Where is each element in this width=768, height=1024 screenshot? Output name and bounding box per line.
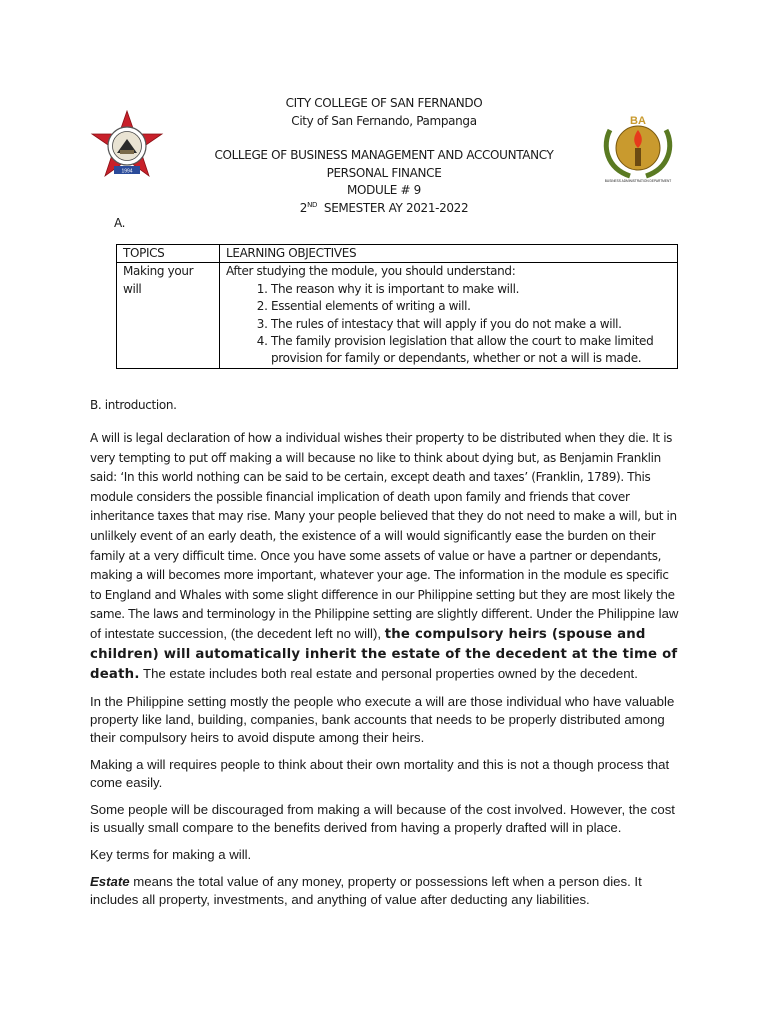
emblem-initials: BA: [630, 115, 646, 127]
semester-text: SEMESTER AY 2021-2022: [317, 200, 469, 215]
semester-ordinal: ND: [307, 200, 317, 209]
seal-base: [120, 150, 134, 154]
paragraph-cost: Some people will be discouraged from making a will because of the cost involved. However, the cost is usually small compare to the benefits derived from having a properly drafted will in place.: [90, 801, 675, 835]
paragraph-key-terms: Key terms for making a will.: [90, 846, 252, 862]
semester-number: 2: [299, 200, 308, 215]
list-item: 1. The reason why it is important to make will.: [271, 281, 671, 298]
document-body: [90, 396, 680, 909]
estate-definition: means the total value of any money, property or possessions left when a person dies. It includes all property, investments, and anything of value after deducting any liabilities.: [90, 873, 642, 907]
table-header-objectives: LEARNING OBJECTIVES: [220, 245, 678, 263]
paragraph-mortality: Making a will requires people to think about their own mortality and this is not a though process that come easily.: [90, 756, 670, 790]
list-item: 2. Essential elements of writing a will.: [271, 298, 671, 315]
intro-text-part2: Under the Philippine law of intestate succession, (the decedent left no will),: [90, 606, 679, 641]
estate-term: Estate: [90, 873, 130, 889]
topic-cell: Making your will: [117, 263, 220, 368]
emblem-caption: BUSINESS ADMINISTRATION DEPARTMENT: [604, 179, 672, 183]
table-row: [117, 263, 678, 368]
list-item: 4. The family provision legislation that allow the court to make limited provision for family or dependants, whether or not a will is made.: [271, 333, 671, 368]
paragraph-philippine-setting: In the Philippine setting mostly the people who execute a will are those individual who have valuable property like land, building, companies, bank accounts that needs to be properly distributed among their compulsory heirs to avoid dispute among their heirs.: [90, 693, 675, 745]
module-number: MODULE # 9: [347, 183, 421, 197]
table-header-topics: TOPICS: [117, 245, 220, 263]
torch-handle: [635, 148, 641, 166]
document-header: [160, 95, 608, 217]
intro-bold-statement: the compulsory heirs (spouse and children) will automatically inherit the estate of the decedent at the time of death.: [90, 626, 678, 682]
objectives-table: [116, 244, 678, 369]
college-location: City of San Fernando, Pampanga: [291, 113, 477, 128]
objectives-list: [226, 281, 671, 368]
course-name: PERSONAL FINANCE: [326, 165, 442, 180]
business-administration-department-logo: [600, 110, 676, 186]
list-item: 3. The rules of intestacy that will apply if you do not make a will.: [271, 316, 671, 333]
table-header-row: [117, 245, 678, 263]
objectives-cell: [220, 263, 678, 368]
section-a-label: A.: [114, 216, 126, 230]
seal-year-text: 1994: [121, 168, 133, 175]
section-b-title: B. introduction.: [90, 398, 177, 412]
intro-text-part1: A will is legal declaration of how a individual wishes their property to be distributed when they die. It is very tempting to put off making a will because no like to think about dying but, as Benjamin Franklin said: ‘In this world nothing can be said to be certain, except death and taxes’ (Franklin, 1789). This module considers the possible financial implication of death upon family and friends that cover inheritance taxes that may rise. Many your people believed that they do not need to make a will, but in unlilkely event of an early death, the existence of a will would significantly ease the burden on their family at a very difficult time. Once you have some assets of value or have a partner or dependants, making a will becomes more important, whatever your age. The information in the module es specific to England and Whales with some slight difference in our Philippine setting but they are most likely the same. The laws and terminology in the Philippine setting are slightly different.: [90, 431, 677, 622]
paragraph-estate-definition: [90, 873, 680, 909]
intro-text-part3: The estate includes both real estate and personal properties owned by the decedent.: [139, 665, 638, 681]
objectives-intro: After studying the module, you should understand:: [226, 264, 516, 279]
college-name: CITY COLLEGE OF SAN FERNANDO: [285, 96, 483, 110]
department-name: COLLEGE OF BUSINESS MANAGEMENT AND ACCOUNTANCY: [214, 148, 554, 162]
intro-paragraph: [90, 428, 680, 684]
city-college-seal-logo: [90, 110, 164, 184]
semester-line: [160, 200, 608, 218]
